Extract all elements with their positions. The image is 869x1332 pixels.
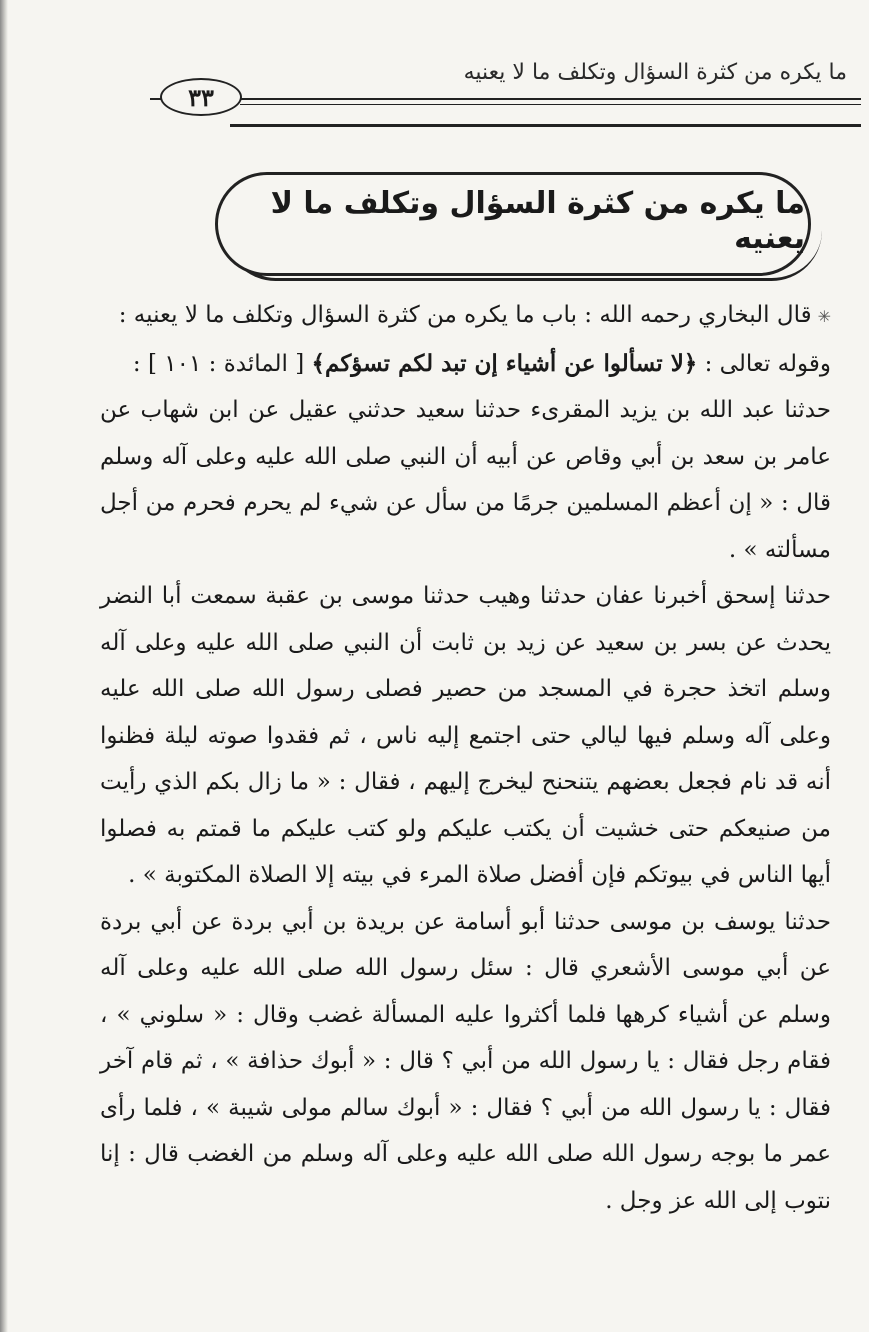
paragraph-3: حدثنا عبد الله بن يزيد المقرىء حدثنا سعيد حدثني عقيل عن ابن شهاب عن عامر بن سعد بن أبي وقاص عن أبيه أن النبي صلى الله عليه وعلى آله وسلم قال : « إن أعظم المسلمين جرمًا من سأل عن شيء لم يحرم فحرم من أجل مسألته » . xyxy=(100,397,831,563)
header-rule-middle xyxy=(240,104,861,105)
paragraph-1 xyxy=(100,292,831,341)
ornament-star-icon: ✳ xyxy=(817,307,831,326)
paragraph-1-text: قال البخاري رحمه الله : باب ما يكره من كثرة السؤال وتكلف ما لا يعنيه : xyxy=(118,302,812,328)
quran-verse: ﴿لا تسألوا عن أشياء إن تبد لكم تسؤكم﴾ xyxy=(311,349,698,377)
page-left-edge xyxy=(0,0,8,1332)
paragraph-5: حدثنا يوسف بن موسى حدثنا أبو أسامة عن بريدة بن أبي بردة عن أبي بردة عن أبي موسى الأشعري قال : سئل رسول الله صلى الله عليه وعلى آله وسلم عن أشياء كرهها فلما أكثروا عليه المسألة غضب وقال : « سلوني » ، فقام رجل فقال : يا رسول الله من أبي ؟ قال : « أبوك حذافة » ، ثم قام آخر فقال : يا رسول الله من أبي ؟ فقال : « أبوك سالم مولى شيبة » ، فلما رأى عمر ما بوجه رسول الله صلى الله عليه وعلى آله وسلم من الغضب قال : إنا نتوب إلى الله عز وجل . xyxy=(100,908,831,1214)
running-title: ما يكره من كثرة السؤال وتكلف ما لا يعنيه xyxy=(463,60,847,85)
header-rule-bottom xyxy=(230,124,861,127)
paragraph-2 xyxy=(100,341,831,388)
body-text xyxy=(100,292,831,1224)
chapter-title: ما يكره من كثرة السؤال وتكلف ما لا يعنيه xyxy=(270,186,805,256)
header-rule-top xyxy=(150,98,861,100)
page-number: ٣٣ xyxy=(160,78,242,116)
verse-reference: [ المائدة : ١٠١ ] : xyxy=(132,350,305,377)
verse-intro: وقوله تعالى : xyxy=(704,350,831,377)
paragraph-4: حدثنا إسحق أخبرنا عفان حدثنا وهيب حدثنا موسى بن عقبة سمعت أبا النضر يحدث عن بسر بن سعيد عن زيد بن ثابت أن النبي صلى الله عليه وعلى آله وسلم اتخذ حجرة في المسجد من حصير فصلى رسول الله صلى الله عليه وعلى آله وسلم فيها ليالي حتى اجتمع إليه ناس ، ثم فقدوا صوته ليلة فظنوا أنه قد نام فجعل بعضهم يتنحنح ليخرج إليهم ، فقال : « ما زال بكم الذي رأيت من صنيعكم حتى خشيت أن يكتب عليكم ولو كتب عليكم ما قمتم به فصلوا أيها الناس في بيوتكم فإن أفضل صلاة المرء في بيته إلا الصلاة المكتوبة » . xyxy=(100,583,831,888)
